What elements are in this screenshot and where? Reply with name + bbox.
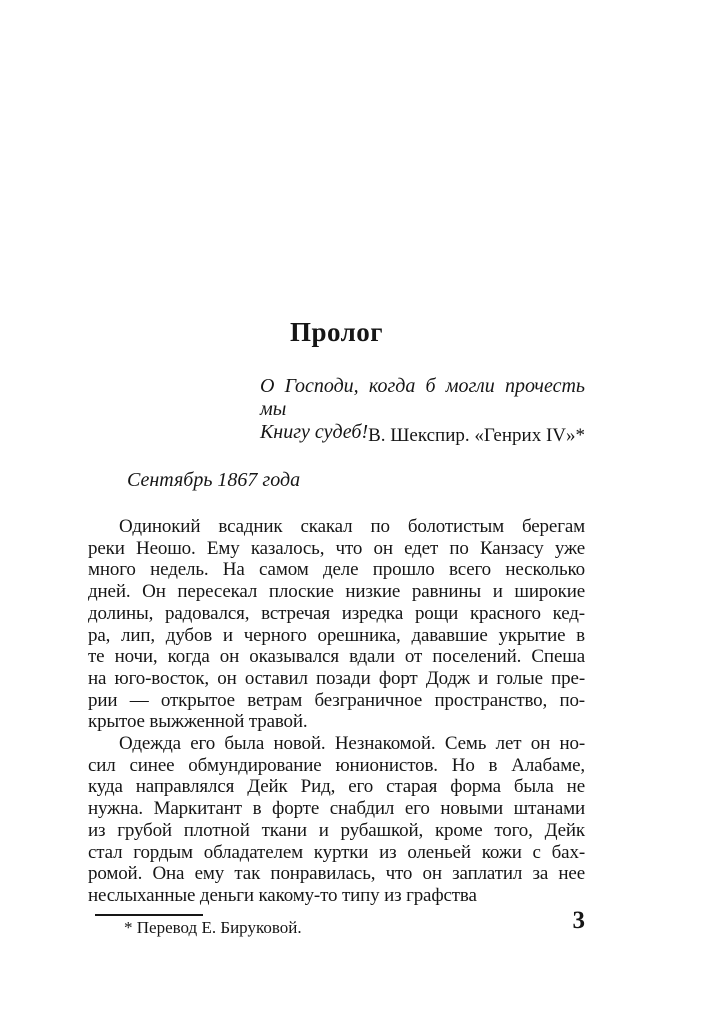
body-line: сил синее обмундирование юнионистов. Но в Алабаме, [88, 754, 585, 776]
body-line: стал гордым обладателем куртки из оленьей кожи с бах- [88, 841, 585, 863]
body-text [88, 516, 585, 907]
body-line: те ночи, когда он оказывался вдали от поселений. Спеша [88, 646, 585, 668]
body-line: ромой. Она ему так понравилась, что он заплатил за нее [88, 863, 585, 885]
epigraph-attribution: В. Шекспир. «Генрих IV»* [368, 425, 585, 446]
body-line: нужна. Маркитант в форте снабдил его новыми штанами [88, 798, 585, 820]
body-line: куда направлялся Дейк Рид, его старая форма была не [88, 776, 585, 798]
body-line: из грубой плотной ткани и рубашкой, кроме того, Дейк [88, 819, 585, 841]
footnote-divider [95, 914, 203, 916]
body-line: рии — открытое ветрам безграничное пространство, по- [88, 689, 585, 711]
footnote-text: * Перевод Е. Бируковой. [124, 918, 302, 937]
dateline: Сентябрь 1867 года [127, 469, 301, 491]
body-line: реки Неошо. Ему казалось, что он едет по Канзасу уже [88, 537, 585, 559]
body-line: Одинокий всадник скакал по болотистым берегам [119, 516, 585, 537]
epigraph-line: Книгу судеб! [260, 421, 369, 443]
chapter-title: Пролог [289, 317, 384, 347]
epigraph-line: О Господи, когда б могли прочесть мы [260, 375, 585, 420]
page-number: 3 [572, 907, 585, 934]
body-line: долины, радовался, встречая изредка рощи красного кед- [88, 602, 585, 624]
body-line: ра, лип, дубов и черного орешника, дававшие укрытие в [88, 624, 585, 646]
body-line: много недель. На самом деле прошло всего несколько [88, 559, 585, 581]
body-line: дней. Он пересекал плоские низкие равнины и широкие [88, 581, 585, 603]
body-line: Одежда его была новой. Незнакомой. Семь лет он но- [119, 733, 585, 755]
body-line: неслыханные деньги какому-то типу из графства [88, 884, 477, 906]
body-line: на юго-восток, он оставил позади форт Додж и голые пре- [88, 667, 585, 689]
body-line: крытое выжженной травой. [88, 711, 308, 733]
